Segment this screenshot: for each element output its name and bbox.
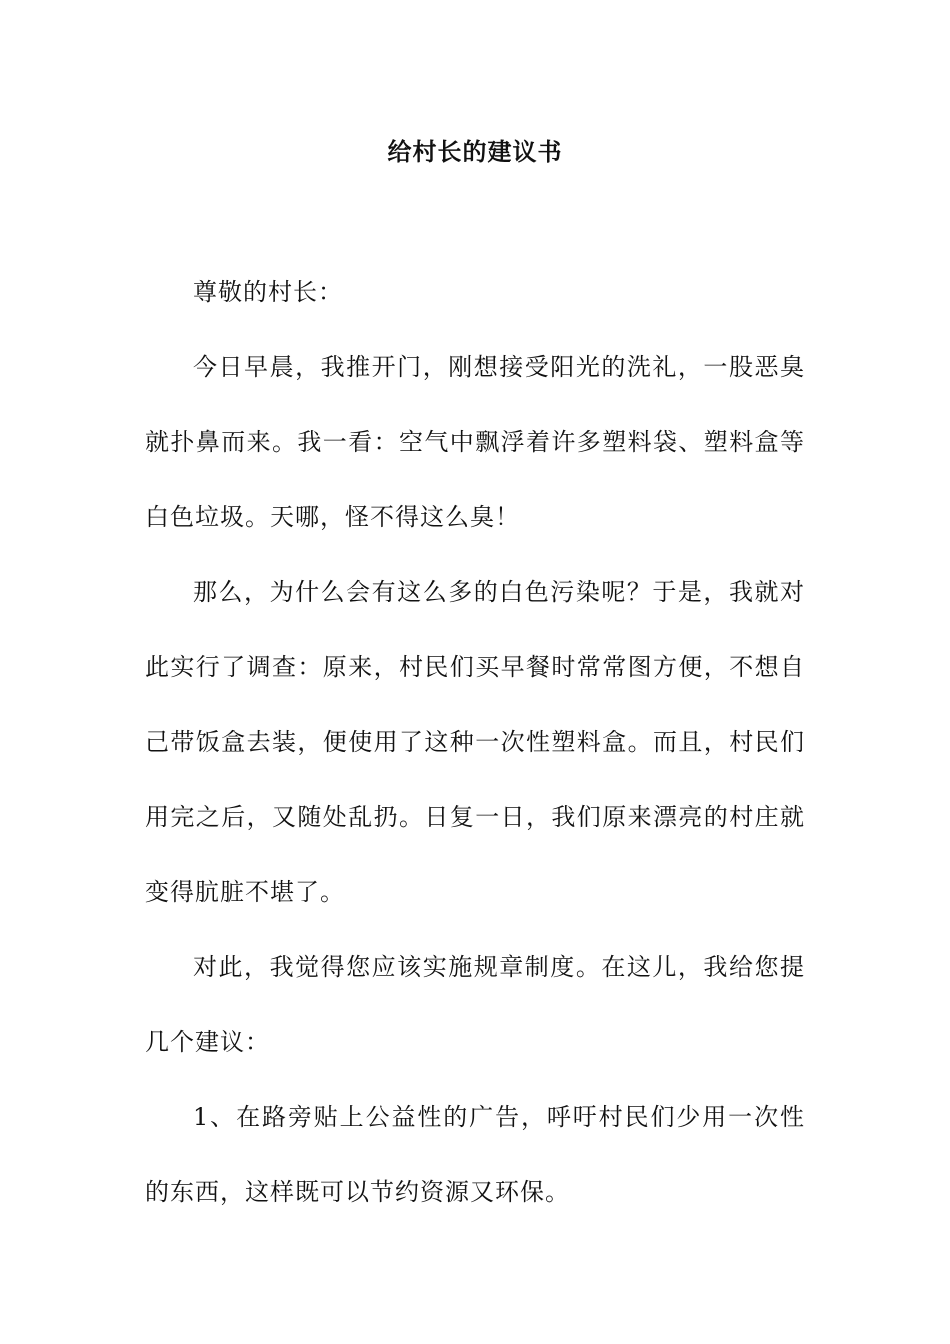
suggestion-paragraph: 1、在路旁贴上公益性的广告，呼吁村民们少用一次性的东西，这样既可以节约资源又环保。 <box>145 1103 805 1206</box>
body-paragraph: 对此，我觉得您应该实施规章制度。在这儿，我给您提几个建议： <box>145 953 805 1056</box>
salutation-paragraph: 尊敬的村长： <box>193 278 343 306</box>
body-paragraph: 今日早晨，我推开门，刚想接受阳光的洗礼，一股恶臭就扑鼻而来。我一看：空气中飘浮着许多塑料袋、塑料盒等白色垃圾。天哪，怪不得这么臭！ <box>145 353 805 531</box>
document-title: 给村长的建议书 <box>387 137 563 166</box>
document-body <box>145 255 805 1230</box>
body-paragraph: 那么，为什么会有这么多的白色污染呢？于是，我就对此实行了调查：原来，村民们买早餐时常常图方便，不想自己带饭盒去装，便使用了这种一次性塑料盒。而且，村民们用完之后，又随处乱扔。日复一日，我们原来漂亮的村庄就变得肮脏不堪了。 <box>145 578 805 906</box>
